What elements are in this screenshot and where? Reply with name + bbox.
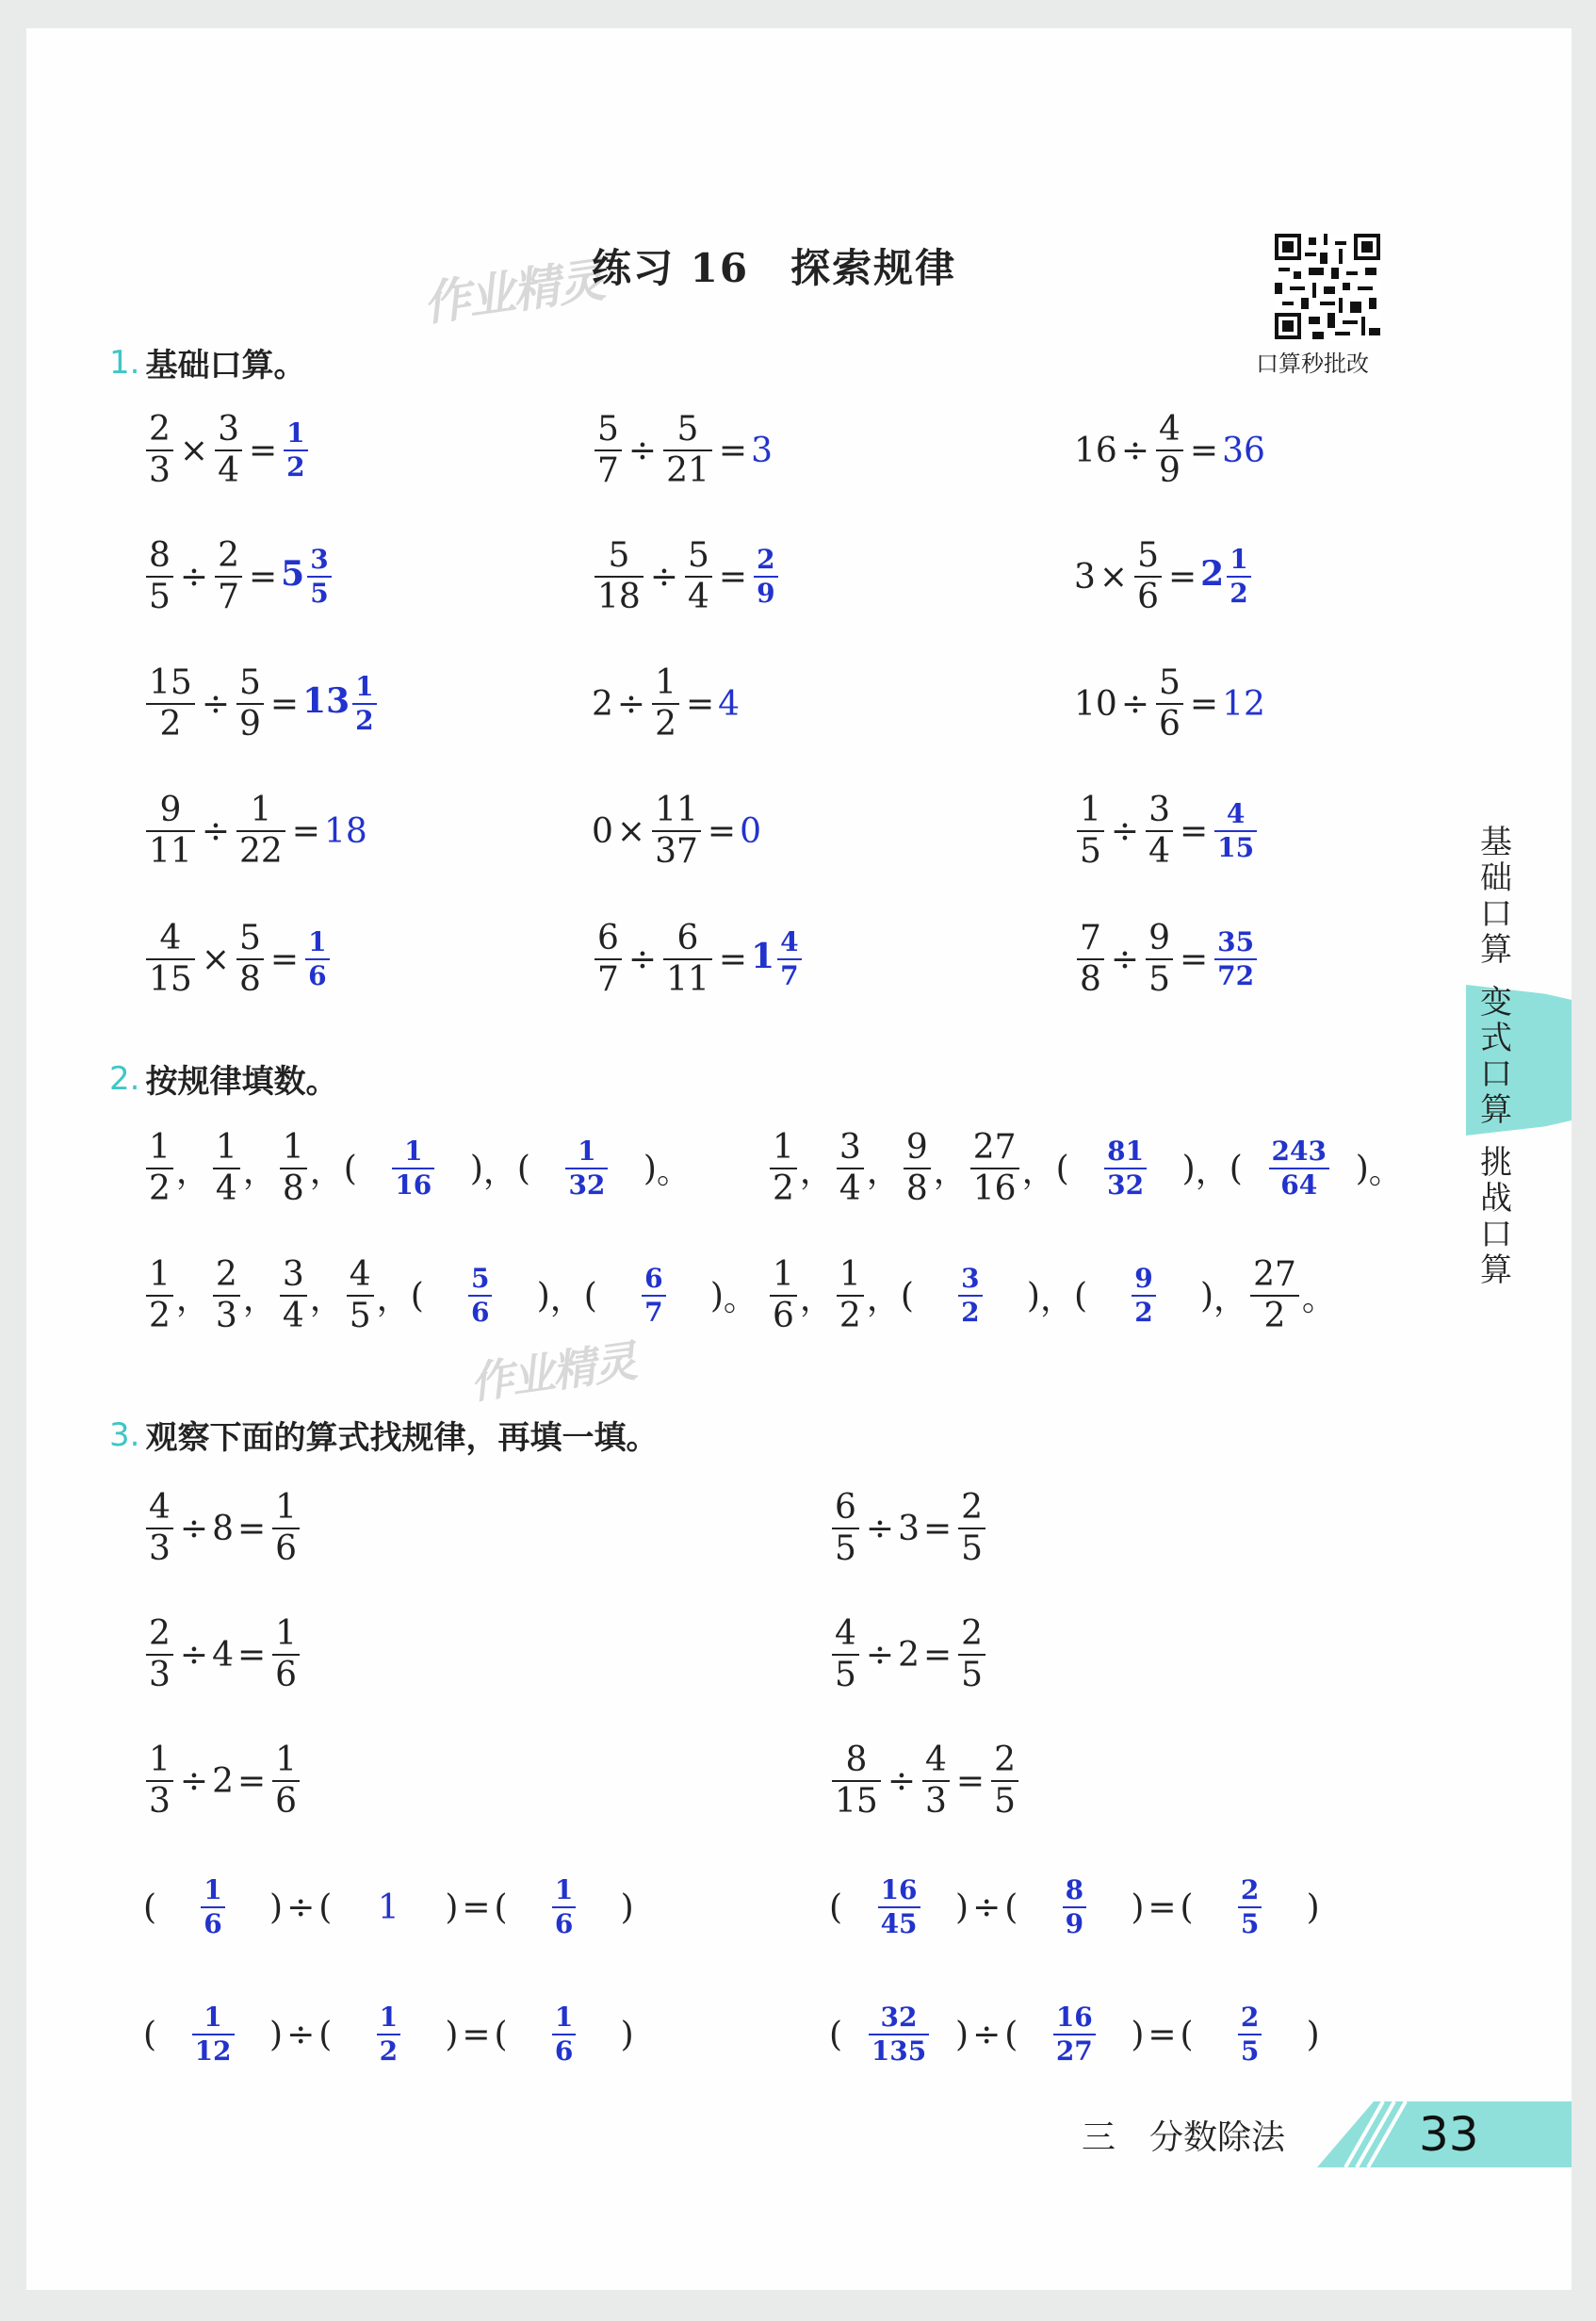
q2-sequence-2: $\frac{1}{2}$ ， $\frac{3}{4}$ ， $\frac{9}{8}$ ， $\frac{27}{16}$ ， ( $\frac{81}{32}$ ) ， ( $\frac{243}{64}$ ) 。 xyxy=(767,1131,1403,1206)
answer[interactable]: 4 xyxy=(718,684,741,724)
answer[interactable]: $\frac{5}{6}$ xyxy=(424,1266,537,1326)
q2-sequence-4: $\frac{1}{6}$ ， $\frac{1}{2}$ ， ( $\frac{3}{2}$ ) ， ( $\frac{9}{2}$ ) ， $\frac{27}{2}$ 。 xyxy=(767,1258,1336,1333)
q1-r3-c2: 2 ÷ $\frac{1}{2}$ = 4 xyxy=(592,663,741,744)
q3-example-l3: $\frac{1}{3}$ ÷ 2 = $\frac{1}{6}$ xyxy=(143,1743,302,1819)
q3-example-r3: $\frac{8}{15}$ ÷ $\frac{4}{3}$ = $\frac{2}{5}$ xyxy=(829,1743,1021,1819)
section-number: 2. xyxy=(109,1059,140,1098)
answer[interactable]: $\frac{81}{32}$ xyxy=(1069,1138,1182,1199)
answer[interactable]: $\frac{1}{6}$ xyxy=(156,1877,269,1937)
answer[interactable]: $\frac{16}{45}$ xyxy=(842,1877,955,1937)
q1-r4-c1: $\frac{9}{11}$ ÷ $\frac{1}{22}$ = 18 xyxy=(143,793,367,869)
answer[interactable]: $\frac{9}{2}$ xyxy=(1087,1266,1200,1326)
qr-code-icon xyxy=(1275,234,1380,339)
page-number: 33 xyxy=(1419,2107,1479,2162)
answer[interactable]: 1 xyxy=(377,1888,399,1927)
answer[interactable]: 36 xyxy=(1222,431,1265,470)
section-title: 按规律填数。 xyxy=(145,1063,338,1101)
answer[interactable]: $\frac{1}{6}$ xyxy=(302,929,332,989)
answer[interactable]: $\frac{2}{5}$ xyxy=(1194,1877,1307,1937)
q3-example-r2: $\frac{4}{5}$ ÷ 2 = $\frac{2}{5}$ xyxy=(829,1617,988,1692)
section-title: 基础口算。 xyxy=(145,347,306,384)
q3-example-l2: $\frac{2}{3}$ ÷ 4 = $\frac{1}{6}$ xyxy=(143,1617,302,1692)
q2-sequence-3: $\frac{1}{2}$ ， $\frac{2}{3}$ ， $\frac{3}{4}$ ， $\frac{4}{5}$ ， ( $\frac{5}{6}$ ) ， ( $\frac{6}{7}$ ) 。 xyxy=(143,1258,757,1333)
answer[interactable]: $\frac{1}{2}$ xyxy=(281,420,310,481)
q1-r1-c3: 16 ÷ $\frac{4}{9}$ = 36 xyxy=(1074,410,1265,490)
tab-variant[interactable]: 变式口算 xyxy=(1480,984,1512,1129)
worksheet-page xyxy=(26,28,1572,2290)
watermark: 作业精灵 xyxy=(419,252,607,333)
answer[interactable]: $\frac{32}{135}$ xyxy=(842,2004,955,2065)
q1-r2-c2: $\frac{5}{18}$ ÷ $\frac{5}{4}$ = $\frac{2}{9}$ xyxy=(592,539,781,614)
q1-r2-c1: $\frac{8}{5}$ ÷ $\frac{2}{7}$ = 5 $\frac{3}{5}$ xyxy=(143,539,334,614)
q2-sequence-1: $\frac{1}{2}$ ， $\frac{1}{4}$ ， $\frac{1}{8}$ ， ( $\frac{1}{16}$ ) ， ( $\frac{1}{32}$ ) 。 xyxy=(143,1131,691,1206)
answer[interactable]: $\frac{1}{6}$ xyxy=(508,2004,621,2065)
q1-r4-c2: 0 × $\frac{11}{37}$ = 0 xyxy=(592,791,761,871)
answer[interactable]: $\frac{1}{16}$ xyxy=(357,1138,470,1199)
answer[interactable]: 13 $\frac{1}{2}$ xyxy=(302,674,380,734)
answer[interactable]: $\frac{6}{7}$ xyxy=(597,1266,710,1326)
q3-fill-3: ( $\frac{16}{45}$ ) ÷ ( $\frac{8}{9}$ ) = ( $\frac{2}{5}$ ) xyxy=(829,1874,1320,1939)
q3-fill-1: ( $\frac{1}{6}$ ) ÷ ( 1 ) = ( $\frac{1}{6}$ ) xyxy=(143,1874,634,1939)
q3-fill-2: ( $\frac{1}{12}$ ) ÷ ( $\frac{1}{2}$ ) = ( $\frac{1}{6}$ ) xyxy=(143,2002,634,2067)
answer[interactable]: $\frac{35}{72}$ xyxy=(1212,929,1260,989)
answer[interactable]: $\frac{4}{15}$ xyxy=(1212,801,1260,861)
section-title: 观察下面的算式找规律，再填一填。 xyxy=(145,1419,659,1457)
qr-caption: 口算秒批改 xyxy=(1256,351,1369,377)
qr-code[interactable] xyxy=(1275,234,1380,339)
watermark: 作业精灵 xyxy=(466,1334,639,1409)
answer[interactable]: 18 xyxy=(323,811,367,851)
answer[interactable]: $\frac{8}{9}$ xyxy=(1018,1877,1131,1937)
answer[interactable]: $\frac{1}{2}$ xyxy=(332,2004,445,2065)
answer[interactable]: $\frac{3}{2}$ xyxy=(914,1266,1027,1326)
section-2-heading xyxy=(109,1055,337,1102)
answer[interactable]: 5 $\frac{3}{5}$ xyxy=(281,547,334,607)
answer[interactable]: 0 xyxy=(740,811,761,851)
answer[interactable]: $\frac{2}{5}$ xyxy=(1194,2004,1307,2065)
answer[interactable]: 3 xyxy=(751,431,773,470)
page-number-tab xyxy=(1317,2101,1572,2167)
q1-r3-c3: 10 ÷ $\frac{5}{6}$ = 12 xyxy=(1074,663,1265,744)
chapter-label: 三 分数除法 xyxy=(1082,2118,1286,2157)
q1-r1-c2: $\frac{5}{7}$ ÷ $\frac{5}{21}$ = 3 xyxy=(592,413,773,488)
answer[interactable]: $\frac{16}{27}$ xyxy=(1018,2004,1131,2065)
side-tabs xyxy=(1466,824,1572,1289)
q3-fill-4: ( $\frac{32}{135}$ ) ÷ ( $\frac{16}{27}$ ) = ( $\frac{2}{5}$ ) xyxy=(829,2002,1320,2067)
answer[interactable]: 12 xyxy=(1222,684,1265,724)
answer[interactable]: 1 $\frac{4}{7}$ xyxy=(751,929,805,989)
q1-r1-c1: $\frac{2}{3}$ × $\frac{3}{4}$ = $\frac{1}{2}$ xyxy=(143,413,311,488)
answer[interactable]: 2 $\frac{1}{2}$ xyxy=(1200,547,1254,607)
q1-r5-c1: $\frac{4}{15}$ × $\frac{5}{8}$ = $\frac{1}{6}$ xyxy=(143,922,333,997)
q1-r5-c2: $\frac{6}{7}$ ÷ $\frac{6}{11}$ = 1 $\frac{4}{7}$ xyxy=(592,922,805,997)
answer[interactable]: $\frac{2}{9}$ xyxy=(751,547,780,607)
tab-basic[interactable]: 基础口算 xyxy=(1480,824,1512,969)
page-title: 练习 16 探索规律 xyxy=(592,245,957,291)
section-3-heading xyxy=(109,1412,658,1458)
q3-example-r1: $\frac{6}{5}$ ÷ 3 = $\frac{2}{5}$ xyxy=(829,1491,988,1566)
section-number: 3. xyxy=(109,1415,140,1454)
q1-r4-c3: $\frac{1}{5}$ ÷ $\frac{3}{4}$ = $\frac{4}{15}$ xyxy=(1074,793,1260,869)
q1-r5-c3: $\frac{7}{8}$ ÷ $\frac{9}{5}$ = $\frac{35}{72}$ xyxy=(1074,922,1260,997)
section-number: 1. xyxy=(109,343,140,382)
section-1-heading xyxy=(109,339,305,385)
answer[interactable]: $\frac{1}{32}$ xyxy=(530,1138,643,1199)
q3-example-l1: $\frac{4}{3}$ ÷ 8 = $\frac{1}{6}$ xyxy=(143,1491,302,1566)
answer[interactable]: $\frac{243}{64}$ xyxy=(1243,1138,1356,1199)
q1-r3-c1: $\frac{15}{2}$ ÷ $\frac{5}{9}$ = 13 $\frac{1}{2}$ xyxy=(143,666,380,742)
answer[interactable]: $\frac{1}{12}$ xyxy=(156,2004,269,2065)
tab-challenge[interactable]: 挑战口算 xyxy=(1480,1144,1512,1289)
q1-r2-c3: 3 × $\frac{5}{6}$ = 2 $\frac{1}{2}$ xyxy=(1074,539,1254,614)
answer[interactable]: $\frac{1}{6}$ xyxy=(508,1877,621,1937)
